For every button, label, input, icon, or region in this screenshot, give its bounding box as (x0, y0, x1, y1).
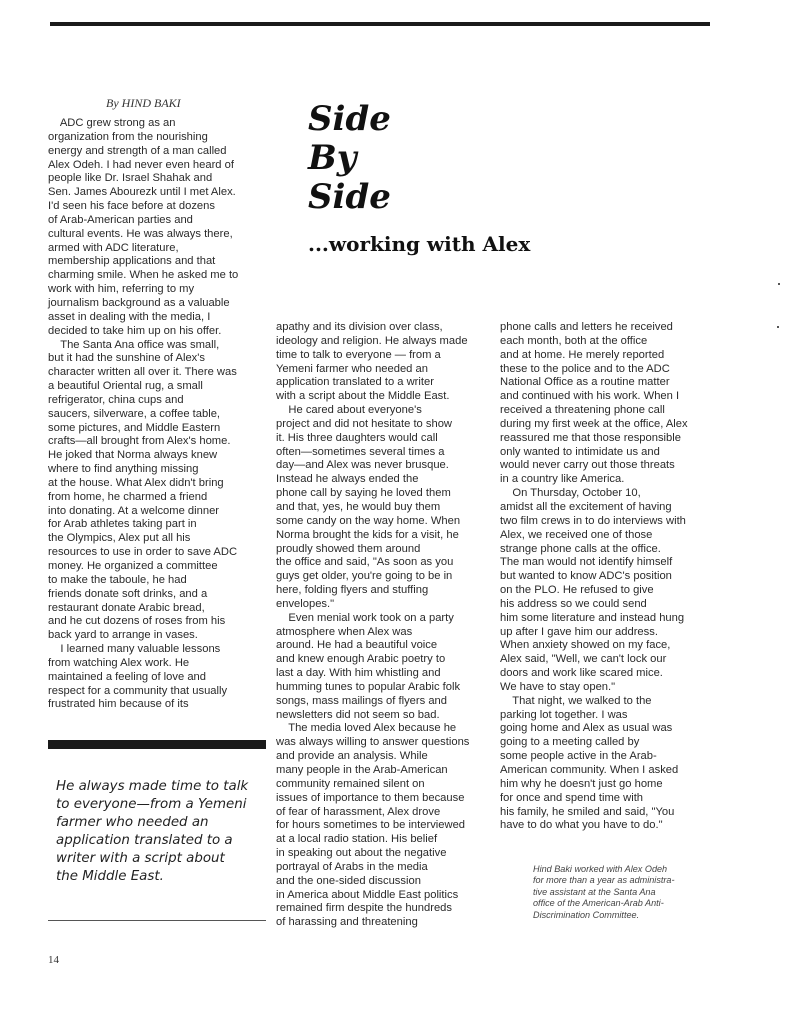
text-line: reassured me that those responsible (500, 431, 681, 444)
text-line: his address so we could send (500, 597, 647, 610)
text-line: people like Dr. Israel Shahak and (48, 172, 213, 185)
text-line: day—and Alex was never brusque. (276, 459, 449, 472)
pull-quote (56, 778, 248, 886)
text-line: in America about Middle East politics (276, 888, 459, 901)
text-line: restaurant donate Arabic bread, (48, 601, 205, 614)
text-line: humming tunes to popular Arabic folk (276, 680, 461, 693)
text-line: We have to stay open." (500, 680, 616, 693)
text-line: for Arab athletes taking part in (48, 518, 197, 531)
text-line: Alex said, "Well, we can't lock our (500, 653, 667, 666)
text-line: would never carry out those threats (500, 459, 675, 472)
text-line: the Olympics, Alex put all his (48, 532, 191, 545)
text-line: application translated to a (56, 833, 233, 848)
text-line: songs, mass mailings of flyers and (276, 694, 447, 707)
text-line: for more than a year as administra- (533, 875, 675, 886)
text-line: phone calls and letters he received (500, 321, 673, 333)
text-line: from watching Alex work. He (48, 656, 190, 669)
title-line: Side (308, 177, 391, 217)
text-line: newsletters did not seem so bad. (276, 708, 440, 721)
text-line: a beautiful Oriental rug, a small (48, 380, 203, 393)
text-line: asset in dealing with the media, I (48, 310, 211, 323)
text-line: Hind Baki worked with Alex Odeh (533, 864, 668, 874)
text-line: time to talk to everyone — from a (276, 348, 441, 361)
text-line: issues of importance to them because (276, 791, 465, 804)
text-column-3 (500, 321, 712, 833)
text-line: only wanted to intimidate us and (500, 445, 660, 458)
text-line: cultural events. He was always there, (48, 227, 233, 240)
text-line: him why he doesn't just go home (500, 777, 663, 790)
text-line: American community. When I asked (500, 764, 679, 776)
pull-quote-rule (48, 920, 266, 921)
text-line: here, folding flyers and stuffing (276, 584, 429, 597)
text-line: guys get older, you're going to be in (276, 570, 453, 583)
text-line: in speaking out about the negative (276, 847, 447, 860)
article-title (308, 100, 391, 217)
text-line: money. He organized a committee (48, 560, 218, 572)
text-line: National Office as a routine matter (500, 376, 670, 389)
text-line: membership applications and that (48, 255, 216, 268)
text-line: and that, yes, he would buy them (276, 500, 441, 513)
text-line: his family, he smiled and said, "You (500, 805, 675, 818)
scan-speck (777, 326, 779, 328)
text-line: tive assistant at the Santa Ana (533, 886, 656, 897)
page-number: 14 (48, 954, 59, 966)
text-line: and he cut dozens of roses from his (48, 615, 226, 628)
text-line: last a day. With him whistling and (276, 667, 441, 680)
text-line: often—sometimes several times a (276, 445, 445, 458)
text-line: around. He had a beautiful voice (276, 639, 438, 652)
text-line: maintained a feeling of love and (48, 670, 206, 683)
text-line: it. His three daughters would call (276, 431, 438, 444)
text-line: decided to take him up on his offer. (48, 324, 222, 337)
text-line: of harassing and threatening (276, 916, 418, 929)
text-line: refrigerator, china cups and (48, 393, 184, 406)
text-line: ideology and religion. He always made (276, 334, 468, 347)
text-line: from home, he charmed a friend (48, 490, 208, 503)
text-line: these to the police and to the ADC (500, 362, 670, 375)
text-line: apathy and its division over class, (276, 321, 443, 333)
text-line: of Arab-American parties and (48, 213, 193, 226)
text-line: received a threatening phone call (500, 404, 665, 417)
text-line: back yard to arrange in vases. (48, 629, 198, 642)
text-line: saucers, silverware, a coffee table, (48, 407, 221, 420)
text-line: farmer who needed an (56, 815, 209, 830)
text-line: Norma brought the kids for a visit, he (276, 528, 459, 541)
text-line: Instead he always ended the (276, 473, 419, 486)
text-line: the office and said, "As soon as you (276, 556, 454, 569)
text-line: Yemeni farmer who needed an (276, 362, 428, 375)
text-column-2 (276, 321, 488, 930)
text-line: ADC grew strong as an (48, 117, 176, 129)
text-line: into donating. At a welcome dinner (48, 504, 220, 517)
text-line: where to find anything missing (48, 463, 199, 476)
text-line: character written all over it. There was (48, 366, 237, 379)
text-line: remained firm despite the hundreds (276, 902, 452, 915)
text-column-1 (48, 117, 260, 712)
text-line: phone call by saying he loved them (276, 487, 451, 500)
text-line: and continued with his work. When I (500, 390, 680, 403)
text-line: some people active in the Arab- (500, 750, 657, 763)
text-line: friends donate soft drinks, and a (48, 587, 208, 600)
byline: By HIND BAKI (106, 96, 181, 110)
text-line: respect for a community that usually (48, 684, 228, 697)
text-line: of fear of harassment, Alex drove (276, 805, 441, 818)
text-line: charming smile. When he asked me to (48, 269, 239, 282)
text-line: Even menial work took on a party (276, 611, 454, 624)
text-line: Discrimination Committee. (533, 909, 640, 920)
text-line: was always willing to answer questions (276, 736, 470, 749)
pull-quote-bar (48, 740, 266, 749)
text-line: and at home. He merely reported (500, 348, 665, 361)
text-line: He cared about everyone's (276, 404, 422, 417)
text-line: for hours sometimes to be interviewed (276, 819, 466, 832)
text-line: Alex Odeh. I had never even heard of (48, 158, 234, 171)
title-line: Side (308, 99, 391, 139)
text-line: each month, both at the office (500, 334, 648, 347)
text-line: him some literature and instead hung (500, 611, 685, 624)
text-line: crafts—all brought from Alex's home. (48, 435, 231, 448)
text-line: community remained silent on (276, 777, 425, 790)
text-line: have to do what you have to do." (500, 819, 663, 832)
text-line: That night, we walked to the (500, 694, 652, 707)
text-line: but it had the sunshine of Alex's (48, 352, 206, 365)
text-line: portrayal of Arabs in the media (276, 860, 428, 873)
text-line: When anxiety showed on my face, (500, 639, 671, 652)
text-line: writer with a script about (56, 851, 225, 866)
text-line: The Santa Ana office was small, (48, 338, 220, 351)
text-line: but wanted to know ADC's position (500, 570, 672, 583)
text-line: organization from the nourishing (48, 130, 208, 143)
top-rule (50, 22, 710, 26)
text-line: to everyone—from a Yemeni (56, 797, 247, 812)
text-line: office of the American-Arab Anti- (533, 898, 664, 909)
text-line: The man would not identify himself (500, 556, 673, 569)
text-line: and the one-sided discussion (276, 874, 421, 887)
text-line: On Thursday, October 10, (500, 487, 641, 500)
text-line: proudly showed them around (276, 542, 421, 555)
text-line: going to a meeting called by (500, 736, 640, 749)
text-line: envelopes." (276, 597, 335, 610)
text-line: going home and Alex as usual was (500, 722, 673, 735)
text-line: and knew enough Arabic poetry to (276, 653, 446, 666)
text-line: strange phone calls at the office. (500, 542, 661, 555)
text-line: at the house. What Alex didn't bring (48, 476, 224, 489)
text-line: The media loved Alex because he (276, 722, 457, 735)
text-line: some pictures, and Middle Eastern (48, 421, 221, 434)
text-line: for once and spend time with (500, 791, 644, 804)
text-line: application translated to a writer (276, 376, 434, 389)
text-line: He joked that Norma always knew (48, 449, 218, 462)
text-line: to make the taboule, he had (48, 573, 187, 586)
text-line: with a script about the Middle East. (276, 390, 450, 403)
title-line: By (308, 138, 357, 178)
text-line: at a local radio station. His belief (276, 833, 438, 846)
text-line: two film crews in to do interviews with (500, 514, 686, 527)
text-line: resources to use in order to save ADC (48, 546, 238, 559)
text-line: frustrated him because of its (48, 698, 189, 711)
text-line: atmosphere when Alex was (276, 625, 413, 638)
text-line: He always made time to talk (56, 779, 249, 794)
text-line: project and did not hesitate to show (276, 417, 453, 430)
text-line: armed with ADC literature, (48, 241, 179, 254)
text-line: parking lot together. I was (500, 708, 628, 721)
text-line: up after I gave him our address. (500, 625, 658, 638)
scan-speck (778, 283, 780, 285)
text-line: amidst all the excitement of having (500, 500, 672, 513)
text-line: many people in the Arab-American (276, 764, 448, 776)
article-subtitle: ...working with Alex (308, 232, 531, 256)
text-line: journalism background as a valuable (48, 296, 230, 309)
author-bio (533, 864, 675, 921)
text-line: Alex, we received one of those (500, 528, 653, 541)
text-line: I learned many valuable lessons (48, 643, 221, 656)
text-line: work with him, referring to my (48, 283, 195, 296)
text-line: during my first week at the office, Alex (500, 417, 688, 430)
text-line: some candy on the way home. When (276, 514, 461, 527)
text-line: and provide an analysis. While (276, 750, 428, 763)
text-line: in a country like America. (500, 473, 625, 486)
text-line: I'd seen his face before at dozens (48, 200, 215, 213)
text-line: Sen. James Abourezk until I met Alex. (48, 186, 236, 199)
text-line: on the PLO. He refused to give (500, 584, 654, 597)
text-line: energy and strength of a man called (48, 144, 227, 157)
text-line: doors and work like scared mice. (500, 667, 663, 680)
text-line: the Middle East. (56, 869, 164, 884)
